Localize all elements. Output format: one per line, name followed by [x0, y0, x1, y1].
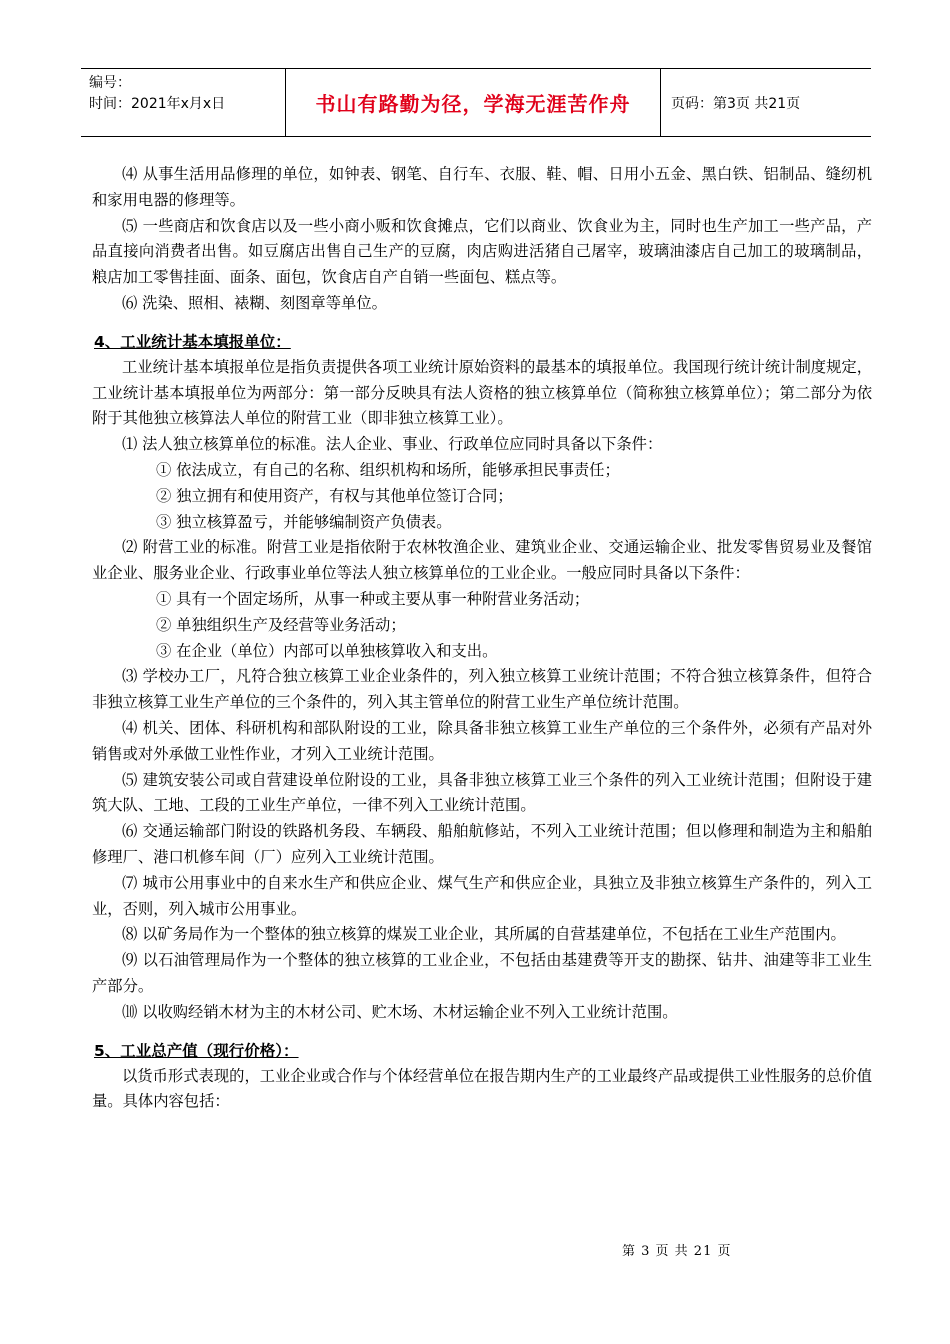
list-item: ③ 独立核算盈亏，并能够编制资产负债表。: [156, 512, 452, 531]
list-item: ③ 在企业（单位）内部可以单独核算收入和支出。: [156, 641, 498, 660]
list-item: ① 具有一个固定场所，从事一种或主要从事一种附营业务活动；: [156, 589, 590, 608]
paragraph: ⑺ 城市公用事业中的自来水生产和供应企业、煤气生产和供应企业，具独立及非独立核算生产条件的，列入工业，否则，列入城市公用事业。: [92, 873, 872, 918]
section-heading-5: 5、工业总产值（现行价格）：: [94, 1041, 299, 1060]
document-body: [92, 162, 872, 1115]
page-footer: 第 3 页 共 21 页: [622, 1244, 732, 1259]
paragraph: ⑷ 机关、团体、科研机构和部队附设的工业，除具备非独立核算工业生产单位的三个条件外，必须有产品对外销售或对外承做工业性作业，才列入工业统计范围。: [92, 718, 872, 763]
paragraph: ⑷ 从事生活用品修理的单位，如钟表、钢笔、自行车、衣服、鞋、帽、日用小五金、黑白铁、铝制品、缝纫机和家用电器的修理等。: [92, 165, 872, 209]
header-page-code: 页码：第3页 共21页: [671, 95, 801, 112]
paragraph: ⑹ 洗染、照相、裱糊、刻图章等单位。: [122, 293, 387, 312]
paragraph: ⑸ 建筑安装公司或自营建设单位附设的工业，具备非独立核算工业三个条件的列入工业统计范围；但附设于建筑大队、工地、工段的工业生产单位，一律不列入工业统计范围。: [92, 770, 872, 815]
paragraph: ⑼ 以石油管理局作为一个整体的独立核算的工业企业，不包括由基建费等开支的勘探、钻井、油建等非工业生产部分。: [92, 951, 872, 995]
section-heading-4: 4、工业统计基本填报单位：: [94, 332, 291, 351]
paragraph: ⑶ 学校办工厂，凡符合独立核算工业企业条件的，列入独立核算工业统计范围；不符合独立核算条件，但符合非独立核算工业生产单位的三个条件的，列入其主管单位的附营工业生产单位统计范围。: [92, 667, 872, 712]
paragraph: ⑹ 交通运输部门附设的铁路机务段、车辆段、船舶航修站，不列入工业统计范围；但以修理和制造为主和船舶修理厂、港口机修车间（厂）应列入工业统计范围。: [92, 822, 872, 866]
header-table: [81, 68, 871, 137]
paragraph: ⑵ 附营工业的标准。附营工业是指依附于农林牧渔企业、建筑业企业、交通运输企业、批发零售贸易业及餐馆业企业、服务业企业、行政事业单位等法人独立核算单位的工业企业。一般应同时具备以下条件：: [92, 538, 872, 583]
paragraph: ⑸ 一些商店和饮食店以及一些小商小贩和饮食摊点，它们以商业、饮食业为主，同时也生产加工一些产品，产品直接向消费者出售。如豆腐店出售自己生产的豆腐，肉店购进活猪自己屠宰，玻璃油漆店自己加工的玻璃制品，粮店加工零售挂面、面条、面包，饮食店自产自销一些面包、糕点等。: [92, 216, 872, 287]
list-item: ① 依法成立，有自己的名称、组织机构和场所，能够承担民事责任；: [156, 460, 620, 479]
list-item: ② 独立拥有和使用资产，有权与其他单位签订合同；: [156, 486, 513, 505]
number-label: 编号：: [89, 75, 131, 91]
paragraph: ⑻ 以矿务局作为一个整体的独立核算的煤炭工业企业，其所属的自营基建单位，不包括在工业生产范围内。: [122, 925, 846, 944]
header-motto: 书山有路勤为径，学海无涯苦作舟: [286, 69, 661, 136]
paragraph: ⑴ 法人独立核算单位的标准。法人企业、事业、行政单位应同时具备以下条件：: [122, 435, 663, 454]
list-item: ② 单独组织生产及经营等业务活动；: [156, 615, 406, 634]
header-meta: [81, 69, 286, 136]
paragraph: ⑽ 以收购经销木材为主的木材公司、贮木场、木材运输企业不列入工业统计范围。: [122, 1002, 678, 1021]
paragraph: 以货币形式表现的，工业企业或合作与个体经营单位在报告期内生产的工业最终产品或提供工业性服务的总价值量。具体内容包括：: [92, 1066, 872, 1111]
time-label: 时间：2021年x月x日: [89, 96, 226, 112]
paragraph: 工业统计基本填报单位是指负责提供各项工业统计原始资料的最基本的填报单位。我国现行统计统计制度规定，工业统计基本填报单位为两部分：第一部分反映具有法人资格的独立核算单位（简称独立核算单位）；第二部分为依附于其他独立核算法人单位的附营工业（即非独立核算工业）。: [92, 357, 872, 428]
